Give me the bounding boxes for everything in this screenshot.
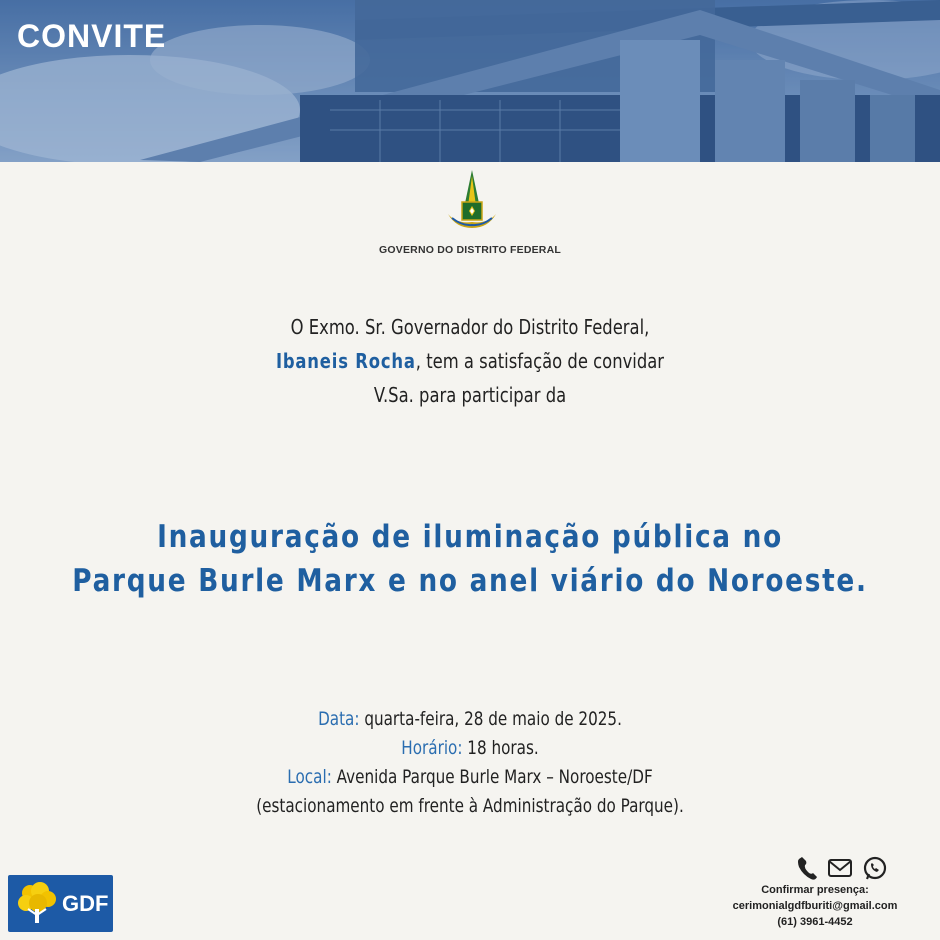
intro-line-2-rest: , tem a satisfação de convidar [415, 349, 665, 373]
event-title-line-2: Parque Burle Marx e no anel viário do Noroeste. [72, 563, 868, 599]
place-label: Local: [287, 766, 332, 788]
time-label: Horário: [401, 737, 463, 759]
event-details [94, 705, 846, 821]
rsvp-email[interactable]: cerimonialgdfburiti@gmail.com [732, 900, 898, 912]
whatsapp-icon [865, 858, 885, 879]
place-row [94, 763, 846, 792]
gdf-logo-text: GDF [62, 891, 109, 916]
invitation-intro [85, 310, 856, 412]
date-label: Data: [318, 708, 360, 730]
date-value: quarta-feira, 28 de maio de 2025. [359, 708, 622, 730]
rsvp-label: Confirmar presença: [761, 884, 869, 896]
intro-line-3: V.Sa. para participar da [373, 383, 567, 407]
event-title [71, 515, 870, 603]
event-title-line-1: Inauguração de iluminação pública no [157, 519, 783, 555]
government-name: GOVERNO DO DISTRITO FEDERAL [379, 244, 561, 256]
intro-line-1: O Exmo. Sr. Governador do Distrito Federal, [290, 315, 650, 339]
mail-icon [829, 860, 851, 876]
gdf-logo [8, 875, 113, 932]
place-note: (estacionamento em frente à Administração do Parque). [256, 795, 684, 817]
date-row [94, 705, 846, 734]
ipe-tree-icon [12, 875, 62, 932]
place-value: Avenida Parque Burle Marx – Noroeste/DF [331, 766, 653, 788]
coat-of-arms-icon [442, 168, 502, 238]
banner-title: CONVITE [17, 18, 167, 54]
time-row [94, 734, 846, 763]
phone-icon [798, 857, 817, 880]
time-value: 18 horas. [462, 737, 539, 759]
rsvp-contact [700, 882, 930, 930]
governor-name: Ibaneis Rocha [275, 349, 416, 373]
rsvp-phone[interactable]: (61) 3961-4452 [777, 916, 853, 928]
contact-icons [795, 855, 895, 883]
header-banner [0, 0, 940, 162]
intro-line-2 [85, 344, 856, 378]
